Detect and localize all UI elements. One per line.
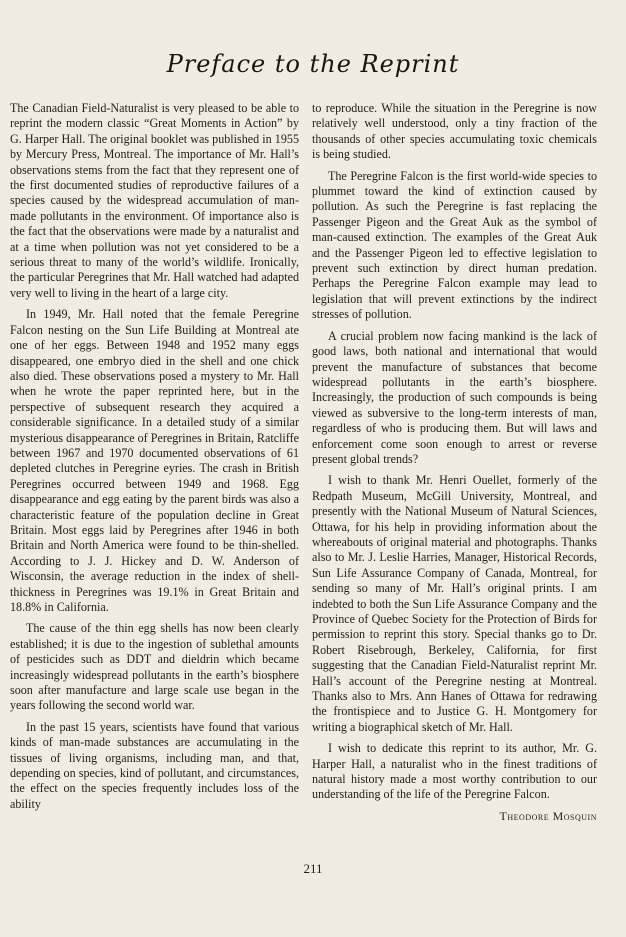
paragraph: In the past 15 years, scientists have found that various kinds of man-made substances are accumulating in the tissues of living organisms, including man, and that, depending on species, kind of pollutant, and circumstances, the effect on the species frequently includes loss of the ability xyxy=(10,719,299,811)
author-signature: Theodore Mosquin xyxy=(499,808,597,823)
paragraph: I wish to dedicate this reprint to its author, Mr. G. Harper Hall, a naturalist who in the finest traditions of natural history made a most worthy contribution to our understanding of the life of the Peregrine Falcon. xyxy=(312,741,597,802)
paragraph: The Canadian Field-Naturalist is very pleased to be able to reprint the modern classic “Great Moments in Action” by G. Harper Hall. The original booklet was published in 1955 by Mercury Press, Montreal. The importance of Mr. Hall’s observations stems from the fact that they represent one of the first documented studies of reproductive failures of a species caused by the widespread accumulation of man-made pollutants in the environment. Of importance also is the fact that the observations were made by a naturalist and at a time when pollution was not yet considered to be a serious threat to many of the world’s wildlife. Ironically, the particular Peregrines that Mr. Hall watched had adapted very well to living in the heart of a large city. xyxy=(10,101,299,300)
paragraph: In 1949, Mr. Hall noted that the female Peregrine Falcon nesting on the Sun Life Building at Montreal ate one of her eggs. Between 1948 and 1952 many eggs disappeared, one embryo died in the shell and one chick also died. These observations posed a mystery to Mr. Hall when he wrote the paper reprinted here, but in the perspective of subsequent research they acquired a considerable significance. In a detailed study of a similar mysterious disappearance of Peregrines in Britain, Ratcliffe between 1967 and 1970 documented observations of 61 depleted clutches in Peregrine eyries. The crash in British Peregrines occurred between 1949 and 1968. Egg disappearance and egg eating by the parent birds was also a characteristic feature of the population decline in Great Britain. Most eggs laid by Peregrines after 1946 in both Britain and North America were found to be thin-shelled. According to J. J. Hickey and D. W. Anderson of Wisconsin, the average reduction in the index of shell-thickness in Peregrines was 19.1% in Great Britain and 18.8% in California. xyxy=(10,307,299,614)
paragraph: The cause of the thin egg shells has now been clearly established; it is due to the ingestion of sublethal amounts of pesticides such as DDT and dieldrin which became increasingly widespread pollutants in the earth’s biosphere soon after manufacture and large scale use began in the years following the second world war. xyxy=(10,621,299,713)
paragraph: The Peregrine Falcon is the first world-wide species to plummet toward the kind of extinction caused by pollution. As such the Peregrine is fast replacing the Passenger Pigeon and the Great Auk as the symbol of man-caused extinction. The examples of the Great Auk and the Passenger Pigeon led to effective legislation to prevent such extinction by direct human predation. Perhaps the Peregrine Falcon example may lead to legislation that will prevent extinctions by the indirect stresses of pollution. xyxy=(312,168,597,322)
paragraph: A crucial problem now facing mankind is the lack of good laws, both national and international that would prevent the manufacture of substances that become widespread pollutants in the earth’s biosphere. Increasingly, the production of such compounds is being viewed as subversive to the long-term interests of man, regardless of who is producing them. But will laws and enforcement come soon enough to arrest or reverse present global trends? xyxy=(312,328,597,466)
page-title: Preface to the Reprint xyxy=(166,50,460,78)
paragraph: to reproduce. While the situation in the Peregrine is now relatively well understood, only a tiny fraction of the thousands of other species accumulating toxic chemicals is being studied. xyxy=(312,101,597,162)
left-column xyxy=(10,101,299,818)
page-number: 211 xyxy=(303,861,323,876)
paragraph: I wish to thank Mr. Henri Ouellet, formerly of the Redpath Museum, McGill University, Montreal, and presently with the National Museum of Natural Sciences, Ottawa, for his help in providing information about the whereabouts of original material and photographs. Thanks also to Mr. J. Leslie Harries, Manager, Historical Records, Sun Life Assurance Company of Canada, Montreal, for sending so many of Mr. Hall’s original prints. I am indebted to both the Sun Life Assurance Company and the Province of Quebec Society for the Protection of Birds for permission to reprint this story. Special thanks go to Dr. Robert Risebrough, Berkeley, California, for first suggesting that the Canadian Field-Naturalist reprint Mr. Hall’s account of the Peregrine nesting at Montreal. Thanks also to Mrs. Ann Hanes of Ottawa for redrawing the frontispiece and to Justice G. H. Montgomery for writing a biographical sketch of Mr. Hall. xyxy=(312,473,597,734)
right-column xyxy=(312,101,597,824)
